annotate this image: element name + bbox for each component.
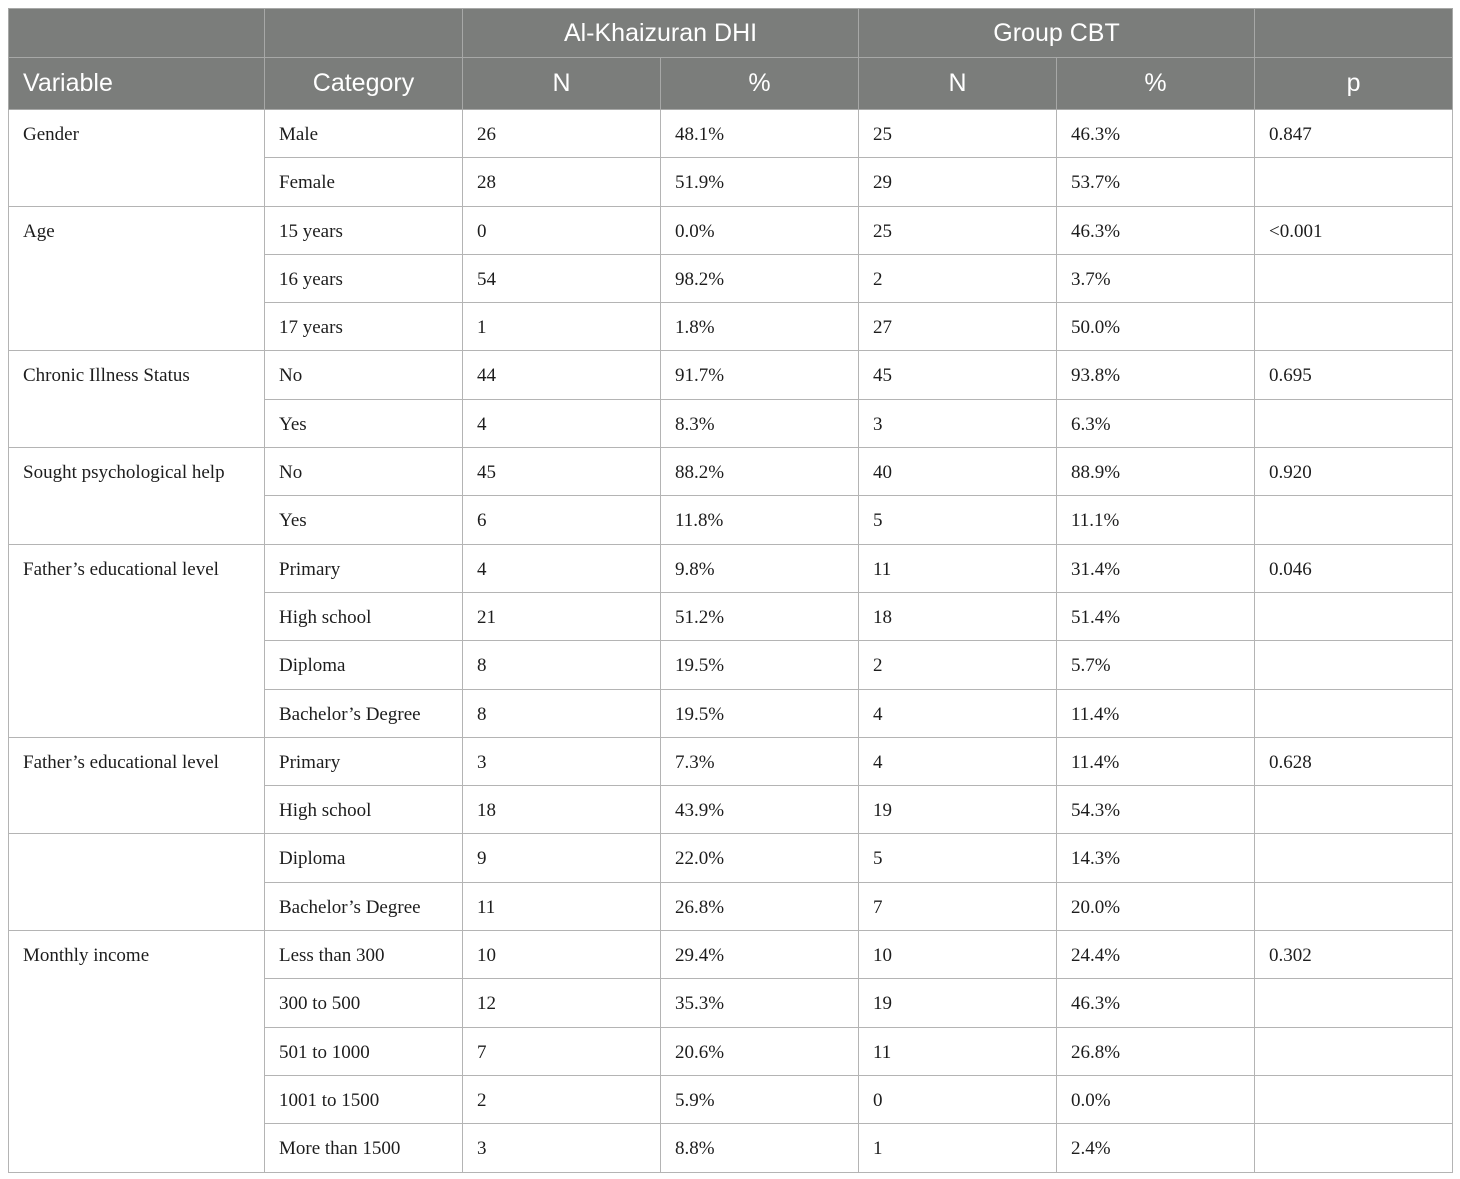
category-cell: Yes	[265, 496, 463, 544]
category-cell: 300 to 500	[265, 979, 463, 1027]
category-cell: Diploma	[265, 834, 463, 882]
table-row	[9, 544, 1453, 592]
category-cell: Bachelor’s Degree	[265, 882, 463, 930]
p-value-cell: 0.046	[1255, 544, 1453, 592]
cbt-n-cell: 40	[859, 448, 1057, 496]
p-value-cell-empty	[1255, 158, 1453, 206]
cbt-n-cell: 4	[859, 689, 1057, 737]
cbt-n-cell: 19	[859, 786, 1057, 834]
category-cell: Primary	[265, 544, 463, 592]
dhi-n-cell: 12	[463, 979, 661, 1027]
cbt-percent-cell: 11.4%	[1057, 689, 1255, 737]
category-cell: Male	[265, 110, 463, 158]
p-value-cell-empty	[1255, 786, 1453, 834]
dhi-n-cell: 3	[463, 737, 661, 785]
table-row	[9, 110, 1453, 158]
p-value-cell-empty	[1255, 399, 1453, 447]
dhi-percent-cell: 8.3%	[661, 399, 859, 447]
cbt-n-cell: 2	[859, 641, 1057, 689]
variable-cell: Sought psychological help	[9, 448, 265, 545]
dhi-percent-cell: 51.2%	[661, 592, 859, 640]
cbt-n-cell: 27	[859, 303, 1057, 351]
cbt-percent-cell: 50.0%	[1057, 303, 1255, 351]
dhi-n-cell: 54	[463, 254, 661, 302]
cbt-n-cell: 0	[859, 1075, 1057, 1123]
p-value-cell-empty	[1255, 1027, 1453, 1075]
category-cell: No	[265, 351, 463, 399]
cbt-percent-cell: 31.4%	[1057, 544, 1255, 592]
table-body	[9, 110, 1453, 1173]
dhi-n-cell: 26	[463, 110, 661, 158]
dhi-percent-cell: 48.1%	[661, 110, 859, 158]
cbt-percent-cell: 0.0%	[1057, 1075, 1255, 1123]
dhi-n-cell: 6	[463, 496, 661, 544]
cbt-n-cell: 4	[859, 737, 1057, 785]
table-row	[9, 834, 1453, 882]
dhi-percent-cell: 9.8%	[661, 544, 859, 592]
cbt-percent-cell: 93.8%	[1057, 351, 1255, 399]
dhi-percent-cell: 7.3%	[661, 737, 859, 785]
column-header-p-value: p	[1255, 58, 1453, 110]
table-header	[9, 9, 1453, 110]
cbt-percent-cell: 6.3%	[1057, 399, 1255, 447]
dhi-n-cell: 3	[463, 1124, 661, 1172]
p-value-cell: 0.920	[1255, 448, 1453, 496]
p-value-cell-empty	[1255, 979, 1453, 1027]
p-value-cell: 0.847	[1255, 110, 1453, 158]
cbt-n-cell: 25	[859, 110, 1057, 158]
dhi-percent-cell: 1.8%	[661, 303, 859, 351]
p-value-cell	[1255, 834, 1453, 882]
cbt-percent-cell: 3.7%	[1057, 254, 1255, 302]
category-cell: Yes	[265, 399, 463, 447]
cbt-percent-cell: 46.3%	[1057, 206, 1255, 254]
column-header-dhi-n: N	[463, 58, 661, 110]
category-cell: High school	[265, 786, 463, 834]
dhi-n-cell: 21	[463, 592, 661, 640]
variable-cell: Father’s educational level	[9, 544, 265, 737]
variable-cell	[9, 834, 265, 931]
category-cell: More than 1500	[265, 1124, 463, 1172]
cbt-percent-cell: 20.0%	[1057, 882, 1255, 930]
dhi-n-cell: 18	[463, 786, 661, 834]
demographics-table	[8, 8, 1453, 1173]
dhi-percent-cell: 19.5%	[661, 641, 859, 689]
category-cell: 15 years	[265, 206, 463, 254]
cbt-n-cell: 18	[859, 592, 1057, 640]
dhi-percent-cell: 26.8%	[661, 882, 859, 930]
cbt-percent-cell: 11.1%	[1057, 496, 1255, 544]
cbt-n-cell: 11	[859, 1027, 1057, 1075]
cbt-n-cell: 11	[859, 544, 1057, 592]
table-row	[9, 206, 1453, 254]
variable-cell: Gender	[9, 110, 265, 207]
cbt-n-cell: 45	[859, 351, 1057, 399]
dhi-percent-cell: 43.9%	[661, 786, 859, 834]
dhi-percent-cell: 0.0%	[661, 206, 859, 254]
category-cell: Less than 300	[265, 931, 463, 979]
cbt-n-cell: 10	[859, 931, 1057, 979]
dhi-n-cell: 4	[463, 544, 661, 592]
category-cell: High school	[265, 592, 463, 640]
cbt-n-cell: 5	[859, 834, 1057, 882]
dhi-n-cell: 8	[463, 641, 661, 689]
category-cell: Diploma	[265, 641, 463, 689]
cbt-percent-cell: 46.3%	[1057, 110, 1255, 158]
p-value-cell: 0.302	[1255, 931, 1453, 979]
column-header-row	[9, 58, 1453, 110]
p-value-cell-empty	[1255, 689, 1453, 737]
dhi-n-cell: 44	[463, 351, 661, 399]
dhi-percent-cell: 29.4%	[661, 931, 859, 979]
dhi-n-cell: 8	[463, 689, 661, 737]
category-cell: 501 to 1000	[265, 1027, 463, 1075]
cbt-n-cell: 29	[859, 158, 1057, 206]
cbt-percent-cell: 26.8%	[1057, 1027, 1255, 1075]
column-header-dhi-percent: %	[661, 58, 859, 110]
variable-cell: Monthly income	[9, 931, 265, 1172]
table-row	[9, 737, 1453, 785]
p-value-cell: 0.695	[1255, 351, 1453, 399]
cbt-n-cell: 1	[859, 1124, 1057, 1172]
cbt-percent-cell: 51.4%	[1057, 592, 1255, 640]
cbt-n-cell: 19	[859, 979, 1057, 1027]
dhi-n-cell: 28	[463, 158, 661, 206]
cbt-percent-cell: 2.4%	[1057, 1124, 1255, 1172]
table-row	[9, 448, 1453, 496]
group-header-variable	[9, 9, 265, 58]
column-header-cbt-n: N	[859, 58, 1057, 110]
cbt-percent-cell: 5.7%	[1057, 641, 1255, 689]
dhi-n-cell: 1	[463, 303, 661, 351]
group-header-group-cbt: Group CBT	[859, 9, 1255, 58]
p-value-cell-empty	[1255, 1075, 1453, 1123]
p-value-cell: 0.628	[1255, 737, 1453, 785]
group-header-row	[9, 9, 1453, 58]
dhi-n-cell: 45	[463, 448, 661, 496]
group-header-al-khaizuran-dhi: Al-Khaizuran DHI	[463, 9, 859, 58]
dhi-n-cell: 10	[463, 931, 661, 979]
dhi-n-cell: 2	[463, 1075, 661, 1123]
column-header-cbt-percent: %	[1057, 58, 1255, 110]
p-value-cell: <0.001	[1255, 206, 1453, 254]
dhi-percent-cell: 19.5%	[661, 689, 859, 737]
p-value-cell-empty	[1255, 303, 1453, 351]
variable-cell: Chronic Illness Status	[9, 351, 265, 448]
cbt-percent-cell: 11.4%	[1057, 737, 1255, 785]
column-header-variable: Variable	[9, 58, 265, 110]
cbt-percent-cell: 24.4%	[1057, 931, 1255, 979]
category-cell: No	[265, 448, 463, 496]
dhi-percent-cell: 8.8%	[661, 1124, 859, 1172]
category-cell: 17 years	[265, 303, 463, 351]
column-header-category: Category	[265, 58, 463, 110]
group-header-p	[1255, 9, 1453, 58]
dhi-percent-cell: 35.3%	[661, 979, 859, 1027]
p-value-cell-empty	[1255, 1124, 1453, 1172]
category-cell: Bachelor’s Degree	[265, 689, 463, 737]
dhi-n-cell: 9	[463, 834, 661, 882]
p-value-cell-empty	[1255, 254, 1453, 302]
dhi-percent-cell: 5.9%	[661, 1075, 859, 1123]
p-value-cell-empty	[1255, 641, 1453, 689]
dhi-percent-cell: 20.6%	[661, 1027, 859, 1075]
category-cell: Female	[265, 158, 463, 206]
dhi-percent-cell: 98.2%	[661, 254, 859, 302]
group-header-category	[265, 9, 463, 58]
dhi-n-cell: 0	[463, 206, 661, 254]
dhi-percent-cell: 51.9%	[661, 158, 859, 206]
cbt-percent-cell: 46.3%	[1057, 979, 1255, 1027]
table-row	[9, 351, 1453, 399]
cbt-n-cell: 25	[859, 206, 1057, 254]
cbt-n-cell: 2	[859, 254, 1057, 302]
p-value-cell-empty	[1255, 496, 1453, 544]
variable-cell: Age	[9, 206, 265, 351]
dhi-percent-cell: 88.2%	[661, 448, 859, 496]
category-cell: Primary	[265, 737, 463, 785]
cbt-n-cell: 3	[859, 399, 1057, 447]
cbt-percent-cell: 54.3%	[1057, 786, 1255, 834]
cbt-percent-cell: 14.3%	[1057, 834, 1255, 882]
variable-cell: Father’s educational level	[9, 737, 265, 834]
dhi-percent-cell: 91.7%	[661, 351, 859, 399]
cbt-percent-cell: 53.7%	[1057, 158, 1255, 206]
category-cell: 16 years	[265, 254, 463, 302]
table-row	[9, 931, 1453, 979]
dhi-percent-cell: 22.0%	[661, 834, 859, 882]
cbt-n-cell: 5	[859, 496, 1057, 544]
dhi-n-cell: 7	[463, 1027, 661, 1075]
dhi-percent-cell: 11.8%	[661, 496, 859, 544]
cbt-n-cell: 7	[859, 882, 1057, 930]
category-cell: 1001 to 1500	[265, 1075, 463, 1123]
p-value-cell-empty	[1255, 592, 1453, 640]
p-value-cell-empty	[1255, 882, 1453, 930]
dhi-n-cell: 11	[463, 882, 661, 930]
cbt-percent-cell: 88.9%	[1057, 448, 1255, 496]
dhi-n-cell: 4	[463, 399, 661, 447]
